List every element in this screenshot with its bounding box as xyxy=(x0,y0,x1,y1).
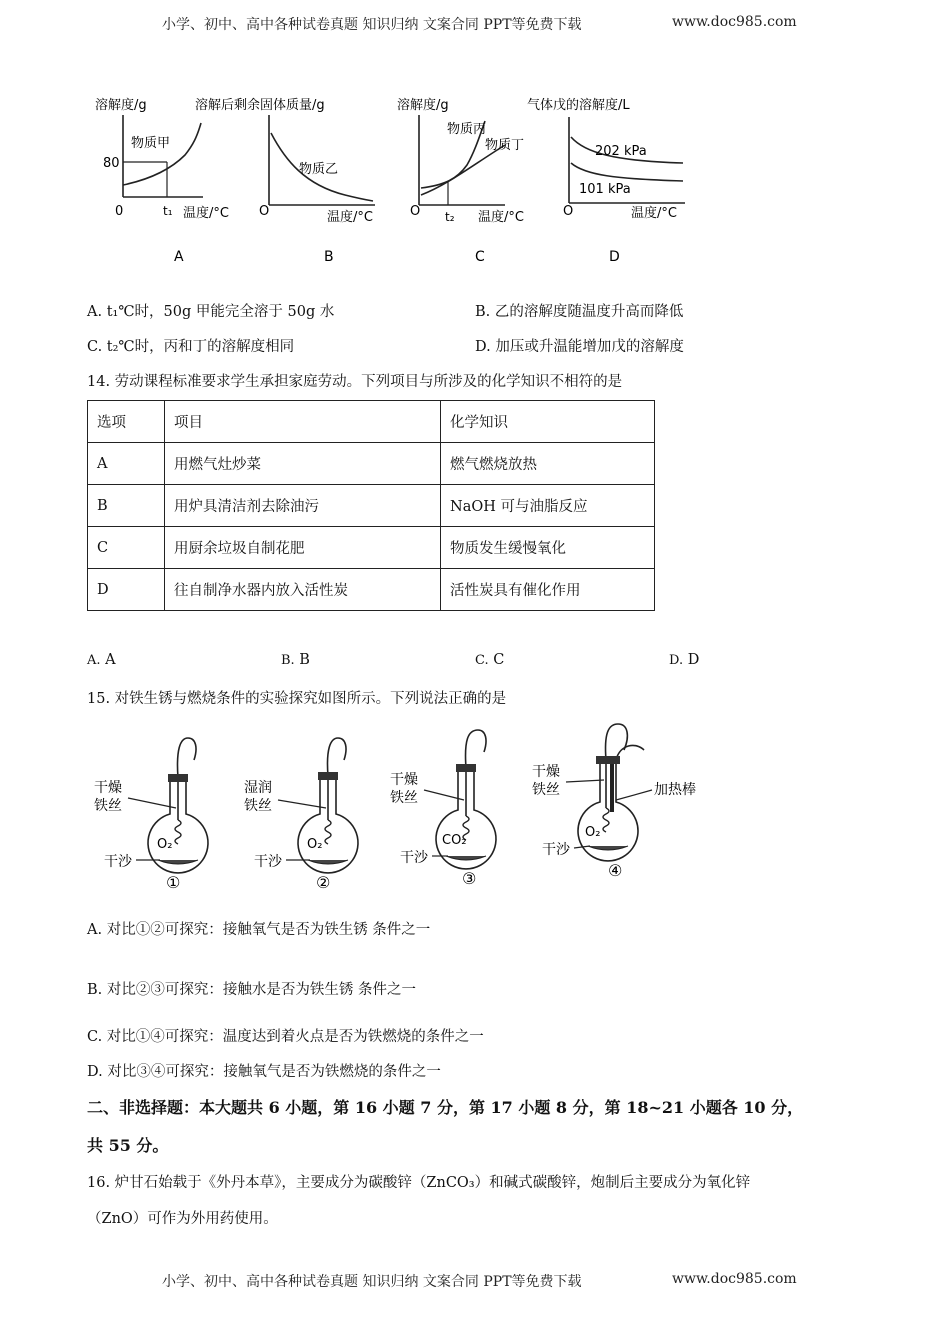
flask-3-sand-label: 干沙 xyxy=(400,850,428,866)
q15-option-d: D. 对比③④可探究：接触氧气是否为铁燃烧的条件之一 xyxy=(87,1064,441,1080)
table-row xyxy=(88,443,655,485)
chart-d-origin: O xyxy=(563,204,574,219)
chart-a-origin: 0 xyxy=(115,204,124,219)
flask-1-num: ① xyxy=(166,873,181,892)
chart-c-tick-x: t₂ xyxy=(445,210,455,224)
flask-1-sand-label: 干沙 xyxy=(104,854,132,870)
flask-4-gas: O₂ xyxy=(585,825,601,840)
chart-b-ylabel: 溶解后剩余固体质量/g xyxy=(195,98,325,113)
footer-text: 小学、初中、高中各种试卷真题 知识归纳 文案合同 PPT等免费下载 xyxy=(162,1274,582,1290)
dry-sand xyxy=(588,846,628,850)
table-cell: 用燃气灶炒菜 xyxy=(165,443,441,485)
q14-option-a: A. A xyxy=(87,652,116,668)
q13-option-d: D. 加压或升温能增加戊的溶解度 xyxy=(475,339,684,355)
flask-3-gas: CO₂ xyxy=(442,833,467,848)
table-row xyxy=(88,569,655,611)
table-cell: 用炉具清洁剂去除油污 xyxy=(165,485,441,527)
table-cell: B xyxy=(88,485,165,527)
iron-wire-coil xyxy=(603,808,609,832)
flask-1-label-1: 干燥 xyxy=(94,780,122,796)
flask-3-num: ③ xyxy=(462,869,477,888)
flask-2-gas: O₂ xyxy=(307,837,323,852)
chart-b-curve-label: 物质乙 xyxy=(299,162,339,177)
flask-3-label-2: 铁丝 xyxy=(390,790,418,806)
table-cell: 燃气燃烧放热 xyxy=(441,443,655,485)
chart-d-letter: D xyxy=(609,249,620,265)
q14-stem: 14. 劳动课程标准要求学生承担家庭劳动。下列项目与所涉及的化学知识不相符的是 xyxy=(87,374,623,390)
table-header-cell: 化学知识 xyxy=(441,401,655,443)
q13-option-a: A. t₁℃时，50g 甲能完全溶于 50g 水 xyxy=(87,304,335,320)
table-header-row xyxy=(88,401,655,443)
flask-4-label-1: 干燥 xyxy=(532,764,560,780)
flask-4-label-2: 铁丝 xyxy=(532,782,560,798)
chart-a xyxy=(95,97,229,265)
stopper xyxy=(318,772,338,780)
table-header-cell: 选项 xyxy=(88,401,165,443)
q13-charts xyxy=(85,85,705,275)
q15-option-b: B. 对比②③可探究：接触水是否为铁生锈 条件之一 xyxy=(87,982,416,998)
chart-c-ylabel: 溶解度/g xyxy=(397,98,449,113)
flask-2-num: ② xyxy=(316,873,331,892)
chart-a-xlabel: 温度/°C xyxy=(183,206,229,221)
table-cell: 物质发生缓慢氧化 xyxy=(441,527,655,569)
flask-1 xyxy=(94,738,208,892)
header-url: www.doc985.com xyxy=(672,14,797,30)
chart-c xyxy=(397,97,524,265)
table-header-cell: 项目 xyxy=(165,401,441,443)
chart-a-letter: A xyxy=(174,249,184,265)
iron-wire-coil xyxy=(325,820,331,844)
chart-b xyxy=(195,97,375,265)
q15-figure xyxy=(88,720,708,895)
q13-option-c: C. t₂℃时，丙和丁的溶解度相同 xyxy=(87,339,295,355)
header-text: 小学、初中、高中各种试卷真题 知识归纳 文案合同 PPT等免费下载 xyxy=(162,17,582,33)
section2-heading-2: 共 55 分。 xyxy=(87,1136,169,1155)
q16-line-2: （ZnO）可作为外用药使用。 xyxy=(87,1211,278,1227)
chart-b-origin: O xyxy=(259,204,270,219)
chart-a-tick-y: 80 xyxy=(103,156,120,171)
footer-url: www.doc985.com xyxy=(672,1271,797,1287)
chart-c-origin: O xyxy=(410,204,421,219)
table-cell: 用厨余垃圾自制花肥 xyxy=(165,527,441,569)
flask-2-label-2: 铁丝 xyxy=(244,798,272,814)
flask-4-num: ④ xyxy=(608,861,623,880)
flask-2 xyxy=(244,738,358,892)
chart-c-curve1-label: 物质丙 xyxy=(447,122,487,137)
stopper xyxy=(456,764,476,772)
table-cell: A xyxy=(88,443,165,485)
chart-a-ylabel: 溶解度/g xyxy=(95,98,147,113)
iron-wire-coil xyxy=(175,820,181,844)
chart-c-curve2-label: 物质丁 xyxy=(485,138,525,153)
chart-a-tick-x: t₁ xyxy=(163,204,173,218)
dry-sand xyxy=(446,856,486,860)
section2-heading-1: 二、非选择题：本大题共 6 小题，第 16 小题 7 分，第 17 小题 8 分，第 18~21 小题各 10 分， xyxy=(87,1098,804,1117)
table-row xyxy=(88,527,655,569)
table-cell: NaOH 可与油脂反应 xyxy=(441,485,655,527)
flask-3-label-1: 干燥 xyxy=(390,772,418,788)
flask-4-heater-label: 加热棒 xyxy=(654,782,696,798)
flask-2-sand-label: 干沙 xyxy=(254,854,282,870)
q14-option-c: C. C xyxy=(475,652,505,668)
chart-d xyxy=(527,97,685,265)
flask-4-sand-label: 干沙 xyxy=(542,842,570,858)
table-cell: C xyxy=(88,527,165,569)
q15-option-c: C. 对比①④可探究：温度达到着火点是否为铁燃烧的条件之一 xyxy=(87,1029,484,1045)
flask-1-gas: O₂ xyxy=(157,837,173,852)
q16-line-1: 16. 炉甘石始载于《外丹本草》，主要成分为碳酸锌（ZnCO₃）和碱式碳酸锌，炮制后主要成分为氧化锌 xyxy=(87,1175,751,1191)
dry-sand xyxy=(308,860,348,864)
chart-d-xlabel: 温度/°C xyxy=(631,206,677,221)
chart-d-curve-101 xyxy=(571,163,683,181)
flask-3 xyxy=(390,730,496,888)
chart-a-curve xyxy=(123,123,201,185)
stopper xyxy=(168,774,188,782)
table-row xyxy=(88,485,655,527)
flask-4 xyxy=(532,724,696,880)
chart-c-xlabel: 温度/°C xyxy=(478,210,524,225)
chart-d-curve1-label: 202 kPa xyxy=(595,144,647,159)
table-cell: 活性炭具有催化作用 xyxy=(441,569,655,611)
q14-option-d: D. D xyxy=(669,652,700,668)
flask-2-label-1: 湿润 xyxy=(244,780,272,796)
chart-d-curve2-label: 101 kPa xyxy=(579,182,631,197)
stopper xyxy=(596,756,620,764)
table-cell: D xyxy=(88,569,165,611)
q15-option-a: A. 对比①②可探究：接触氧气是否为铁生锈 条件之一 xyxy=(87,922,431,938)
chart-b-letter: B xyxy=(324,249,334,265)
heating-rod xyxy=(610,764,614,812)
chart-c-letter: C xyxy=(475,249,485,265)
q13-option-b: B. 乙的溶解度随温度升高而降低 xyxy=(475,304,684,320)
chart-b-xlabel: 温度/°C xyxy=(327,210,373,225)
flask-1-label-2: 铁丝 xyxy=(94,798,122,814)
q14-table xyxy=(87,400,655,611)
q14-option-b: B. B xyxy=(281,652,310,668)
dry-sand xyxy=(158,860,198,864)
chart-a-curve-label: 物质甲 xyxy=(131,136,171,151)
chart-d-ylabel: 气体戊的溶解度/L xyxy=(527,98,630,113)
table-cell: 往自制净水器内放入活性炭 xyxy=(165,569,441,611)
q15-stem: 15. 对铁生锈与燃烧条件的实验探究如图所示。下列说法正确的是 xyxy=(87,691,507,707)
